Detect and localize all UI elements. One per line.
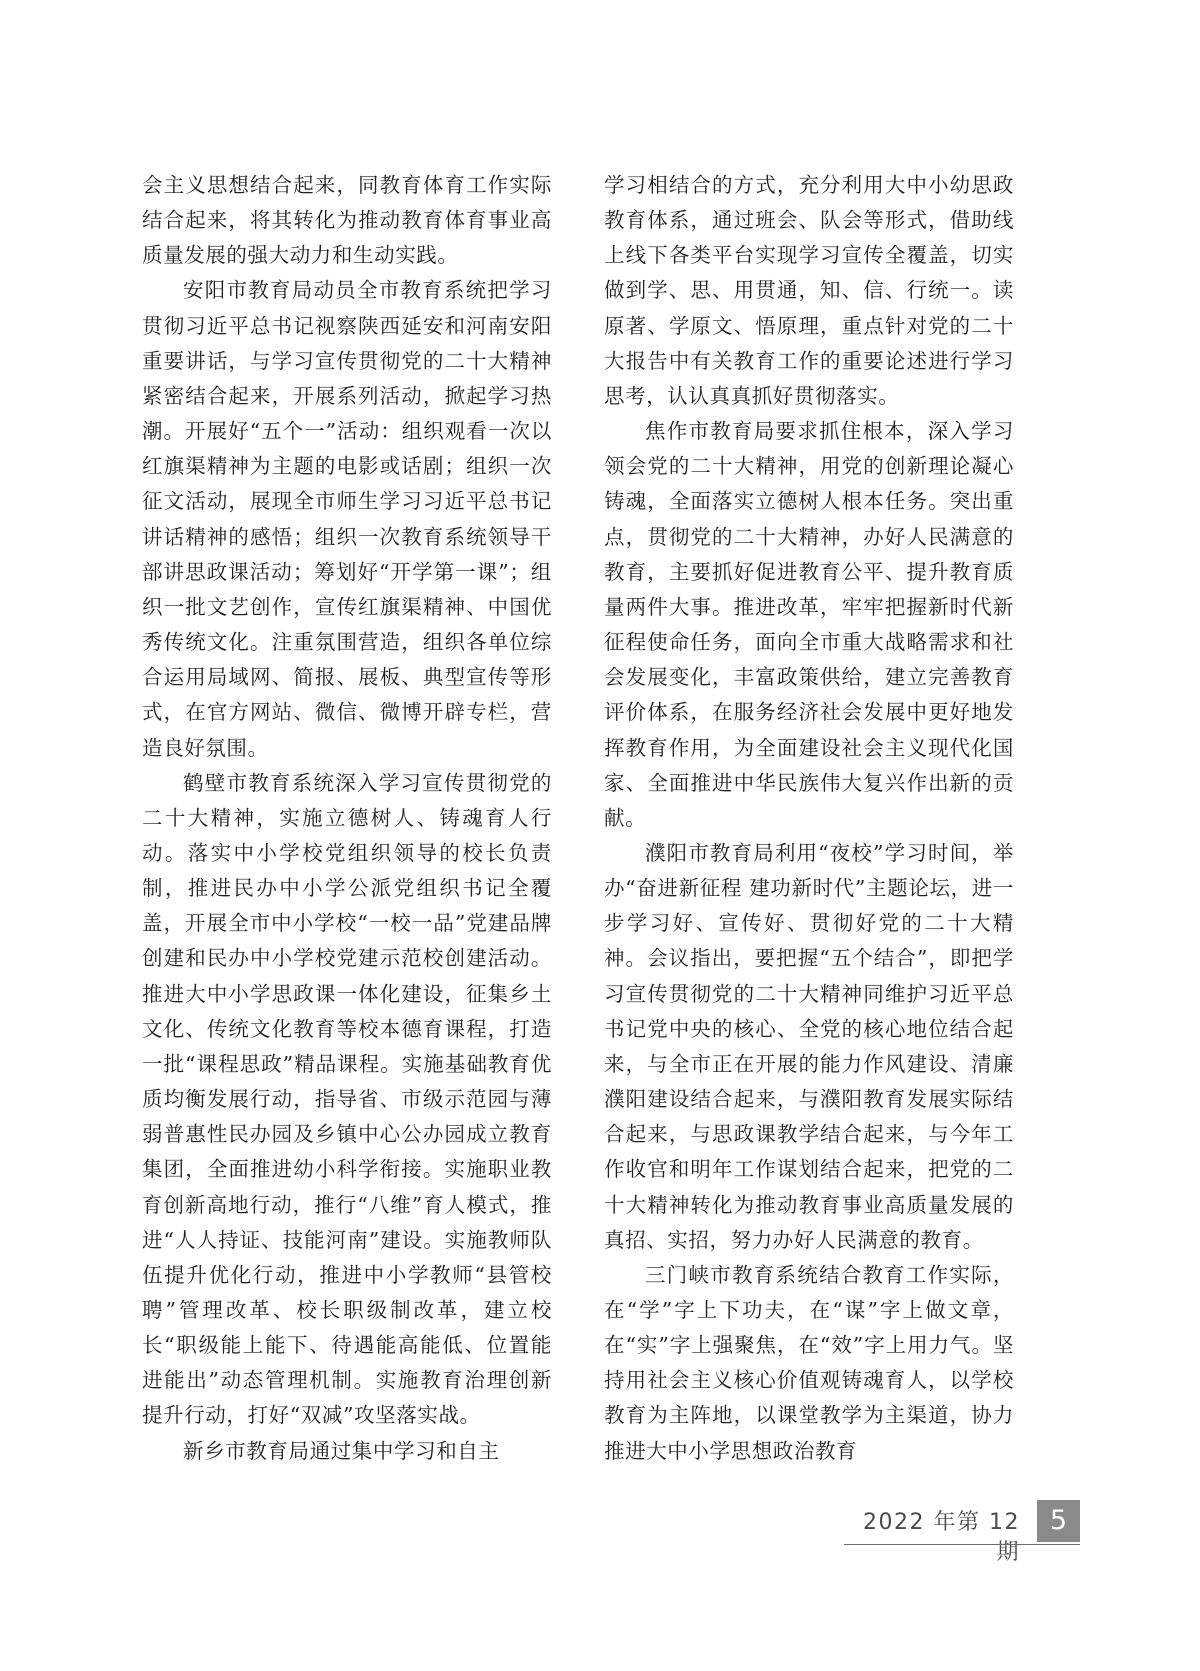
paragraph: 三门峡市教育系统结合教育工作实际，在“学”字上下功夫，在“谋”字上做文章，在“实”字上强聚焦，在“效”字上用力气。坚持用社会主义核心价值观铸魂育人，以学校教育为主阵地，以课堂教学为主渠道，协力推进大中小学思想政治教育 [604,1262,1014,1463]
paragraph: 新乡市教育局通过集中学习和自主 [183,1438,500,1463]
paragraph: 学习相结合的方式，充分利用大中小幼思政教育体系，通过班会、队会等形式，借助线上线下各类平台实现学习宣传全覆盖，切实做到学、思、用贯通，知、信、行统一。读原著、学原文、悟原理，重点针对党的二十大报告中有关教育工作的重要论述进行学习思考，认认真真抓好贯彻落实。 [604,173,1014,408]
paragraph: 安阳市教育局动员全市教育系统把学习贯彻习近平总书记视察陕西延安和河南安阳重要讲话，与学习宣传贯彻党的二十大精神紧密结合起来，开展系列活动，掀起学习热潮。开展好“五个一”活动：组织观看一次以红旗渠精神为主题的电影或话剧；组织一次征文活动，展现全市师生学习习近平总书记讲话精神的感悟；组织一次教育系统领导干部讲思政课活动；筹划好“开学第一课”；组织一批文艺创作，宣传红旗渠精神、中国优秀传统文化。注重氛围营造，组织各单位综合运用局域网、简报、展板、典型宣传等形式，在官方网站、微信、微博开辟专栏，营造良好氛围。 [142,278,552,760]
paragraph: 鹤壁市教育系统深入学习宣传贯彻党的二十大精神，实施立德树人、铸魂育人行动。落实中小学校党组织领导的校长负责制，推进民办中小学公派党组织书记全覆盖，开展全市中小学校“一校一品”党建品牌创建和民办中小学校党建示范校创建活动。推进大中小学思政课一体化建设，征集乡土文化、传统文化教育等校本德育课程，打造一批“课程思政”精品课程。实施基础教育优质均衡发展行动，指导省、市级示范园与薄弱普惠性民办园及乡镇中心公办园成立教育集团，全面推进幼小科学衔接。实施职业教育创新高地行动，推行“八维”育人模式，推进“人人持证、技能河南”建设。实施教师队伍提升优化行动，推进中小学教师“县管校聘”管理改革、校长职级制改革，建立校长“职级能上能下、待遇能高能低、位置能进能出”动态管理机制。实施教育治理创新提升行动，打好“双减”攻坚落实战。 [142,770,552,1428]
right-text-column [604,168,1014,1469]
paragraph: 会主义思想结合起来，同教育体育工作实际结合起来，将其转化为推动教育体育事业高质量发展的强大动力和生动实践。 [142,173,552,268]
paragraph: 焦作市教育局要求抓住根本，深入学习领会党的二十大精神，用党的创新理论凝心铸魂，全面落实立德树人根本任务。突出重点，贯彻党的二十大精神，办好人民满意的教育，主要抓好促进教育公平、提升教育质量两件大事。推进改革，牢牢把握新时代新征程使命任务，面向全市重大战略需求和社会发展变化，丰富政策供给，建立完善教育评价体系，在服务经济社会发展中更好地发挥教育作用，为全面建设社会主义现代化国家、全面推进中华民族伟大复兴作出新的贡献。 [604,419,1014,830]
footer-rule [844,1544,1080,1545]
left-text-column [142,168,552,1469]
page-number-badge: 5 [1037,1500,1080,1542]
paragraph: 濮阳市教育局利用“夜校”学习时间，举办“奋进新征程 建功新时代”主题论坛，进一步学习好、宣传好、贯彻好党的二十大精神。会议指出，要把握“五个结合”，即把学习宣传贯彻党的二十大精神同维护习近平总书记党中央的核心、全党的核心地位结合起来，与全市正在开展的能力作风建设、清廉濮阳建设结合起来，与濮阳教育发展实际结合起来，与思政课教学结合起来，与今年工作收官和明年工作谋划结合起来，把党的二十大精神转化为推动教育事业高质量发展的真招、实招，努力办好人民满意的教育。 [604,840,1014,1252]
issue-label: 2022 年第 12 期 [863,1510,1020,1565]
